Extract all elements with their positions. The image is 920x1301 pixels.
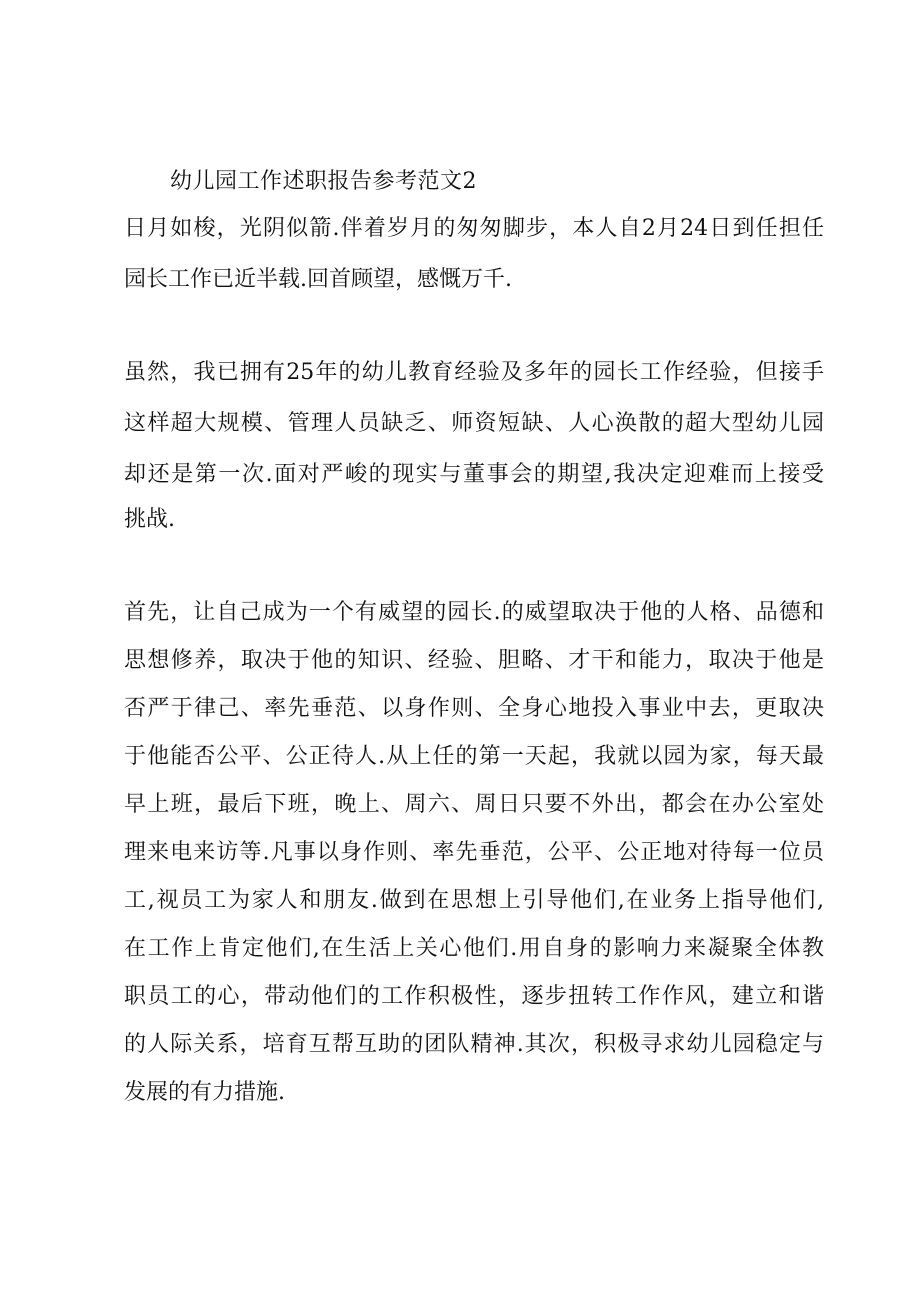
paragraph-3-line-8: 在工作上肯定他们,在生活上关心他们.用自身的影响力来凝聚全体教 [124, 936, 824, 961]
paragraph-3-line-7: 工,视员工为家人和朋友.做到在思想上引导他们,在业务上指导他们, [124, 888, 824, 913]
paragraph-2-line-2: 这样超大规模、管理人员缺乏、师资短缺、人心涣散的超大型幼儿园 [124, 411, 824, 436]
paragraph-2-line-3: 却还是第一次.面对严峻的现实与董事会的期望,我决定迎难而上接受 [124, 462, 824, 487]
paragraph-3-line-6: 理来电来访等.凡事以身作则、率先垂范，公平、公正地对待每一位员 [124, 840, 824, 865]
paragraph-3-line-1: 首先，让自己成为一个有威望的园长.的威望取决于他的人格、品德和 [124, 600, 824, 625]
paragraph-3-line-4: 于他能否公平、公正待人.从上任的第一天起，我就以园为家，每天最 [124, 744, 824, 769]
paragraph-3-line-5: 早上班，最后下班，晚上、周六、周日只要不外出，都会在办公室处 [124, 792, 824, 817]
document-title: 幼儿园工作述职报告参考范文2 [170, 169, 477, 194]
paragraph-2-line-4: 挑战. [124, 507, 175, 532]
paragraph-3-line-11: 发展的有力措施. [124, 1080, 285, 1105]
paragraph-3-line-10: 的人际关系，培育互帮互助的团队精神.其次，积极寻求幼儿园稳定与 [124, 1032, 824, 1057]
paragraph-2-line-1: 虽然，我已拥有25年的幼儿教育经验及多年的园长工作经验，但接手 [124, 360, 824, 385]
paragraph-1-line-1: 日月如梭，光阴似箭.伴着岁月的匆匆脚步，本人自2月24日到任担任 [124, 216, 824, 241]
paragraph-3-line-3: 否严于律己、率先垂范、以身作则、全身心地投入事业中去，更取决 [124, 696, 824, 721]
paragraph-3-line-9: 职员工的心，带动他们的工作积极性，逐步扭转工作作风，建立和谐 [124, 984, 824, 1009]
paragraph-1-line-2: 园长工作已近半载.回首顾望，感慨万千. [124, 267, 512, 292]
paragraph-3-line-2: 思想修养，取决于他的知识、经验、胆略、才干和能力，取决于他是 [124, 648, 824, 673]
